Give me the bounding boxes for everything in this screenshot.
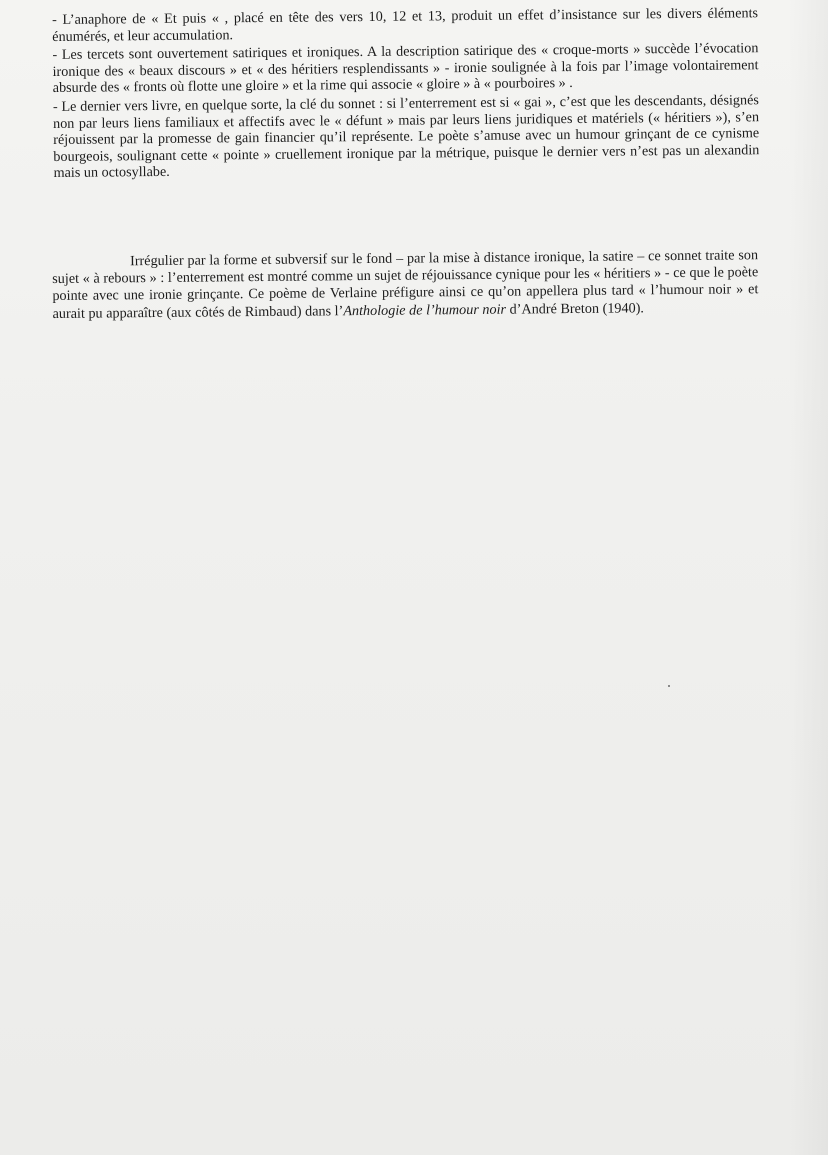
conclusion-text-after: d’André Breton (1940). — [505, 299, 645, 318]
book-title: Anthologie de l’humour noir — [343, 301, 507, 319]
bullet-anaphore: - L’anaphore de « Et puis « , placé en tête des vers 10, 12 et 13, produit un effet d’insistance sur les divers éléments énumérés, et leur accumulation. — [52, 5, 759, 45]
bullet-tercets: - Les tercets sont ouvertement satiriques et ironiques. A la description satirique des « croque-morts » succède l’évocation ironique des « beaux discours » et « des héritiers resplendissants » - ironie soulignée à la fois par l’image volontairement absurde des « fronts où flotte une gloire » et la rime qui associe « gloire » à « pourboires » . — [52, 40, 759, 97]
page-shadow — [788, 0, 828, 1155]
paper-speck — [668, 685, 670, 687]
conclusion-text — [52, 247, 759, 323]
conclusion-text-before: Irrégulier par la forme et subversif sur le fond – par la mise à distance ironique, la satire – ce sonnet traite son sujet « à rebours » : l’enterrement est montré comme un sujet de réjouissance cynique pour les « héritiers » - ce que le poète pointe avec une ironie grinçante. Ce poème de Verlaine préfigure ainsi ce qu’on appellera plus tard « l’humour noir » et aurait pu apparaître (aux côtés de Rimbaud) dans l’ — [52, 247, 759, 322]
conclusion-paragraph — [52, 247, 759, 323]
bullet-dernier-vers: - Le dernier vers livre, en quelque sorte, la clé du sonnet : si l’enterrement est si « gai », c’est que les descendants, désignés non par leurs liens familiaux et affectifs avec le « défunt » mais par leurs liens juridiques et matériels (« héritiers »), s’en réjouissent par la promesse de gain financier qu’il représente. Le poète s’amuse avec un humour grinçant de ce cynisme bourgeois, soulignant cette « pointe » cruellement ironique par la métrique, puisque le dernier vers n’est pas un alexandin mais un octosyllabe. — [52, 92, 760, 182]
analysis-bullets — [52, 5, 760, 184]
